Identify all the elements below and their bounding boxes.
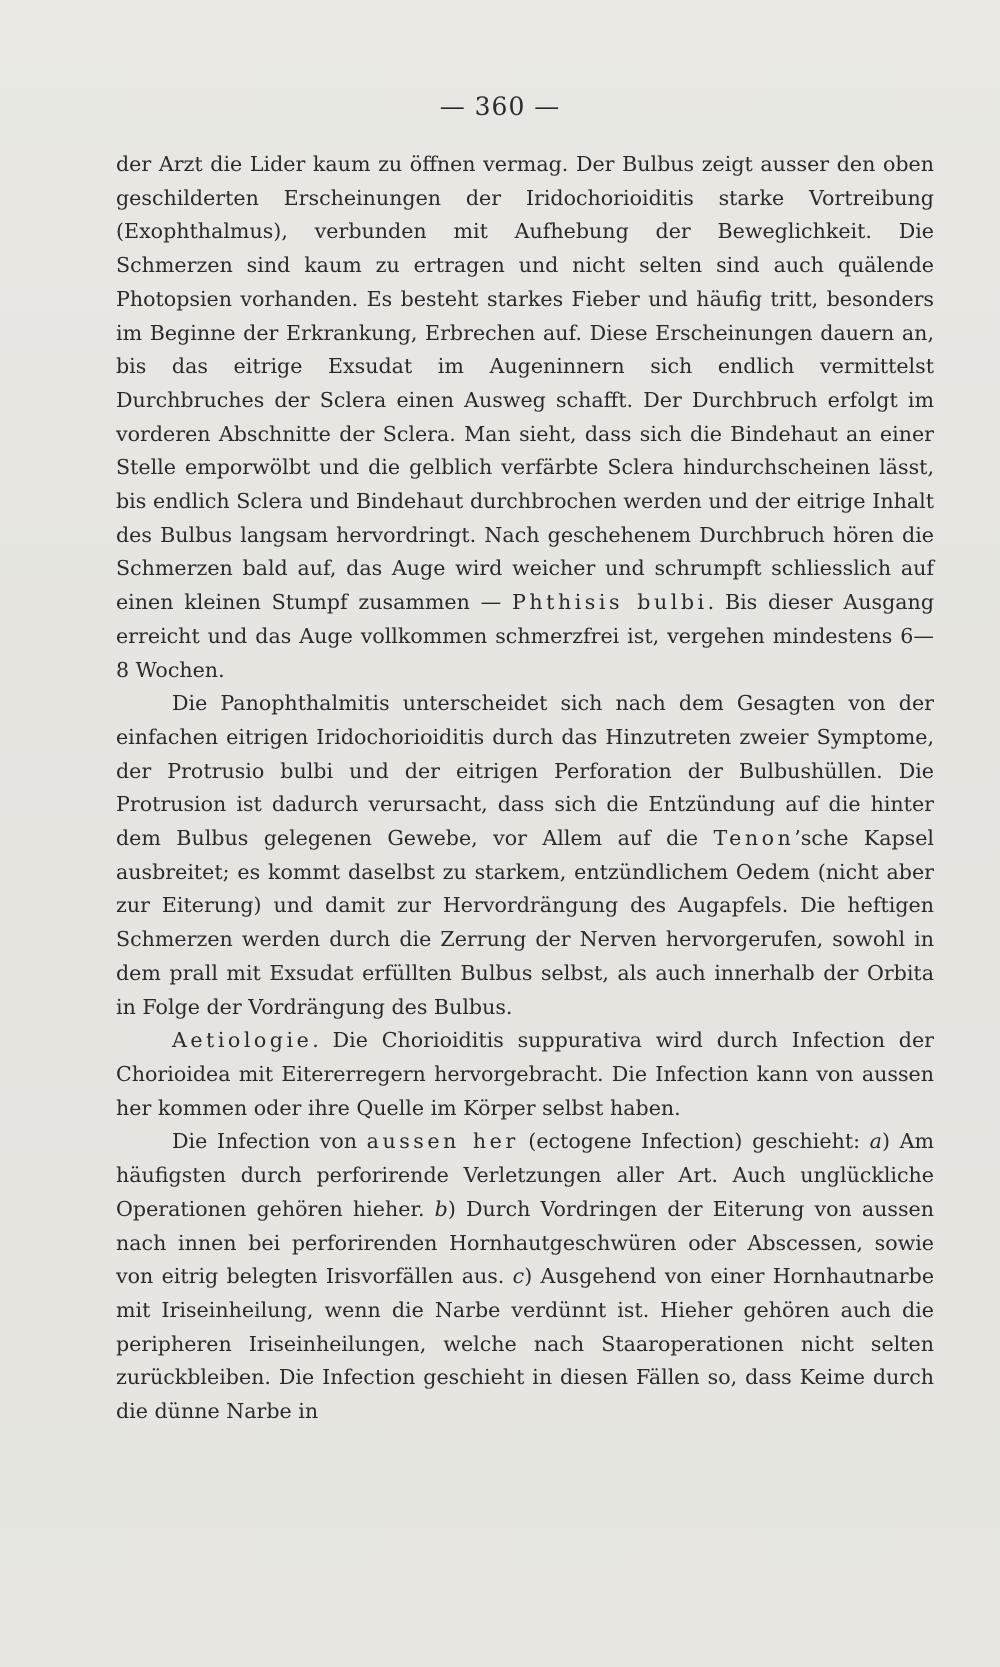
text-span: (ectogene Infection) geschieht: [518, 1129, 870, 1154]
page-number: — 360 — [439, 92, 561, 121]
text-span: ’sche Kapsel ausbreitet; es kommt daselbst zu starkem, entzündlichem Oedem (nicht aber zur Eiterung) und damit zur Hervordrängung des Augapfels. Die heftigen Schmerzen werden durch die Zerrung der Nerven hervorgerufen, sowohl in dem prall mit Exsudat erfüllten Bulbus selbst, als auch innerhalb der Orbita in Folge der Vordrängung des Bulbus. [116, 826, 934, 1019]
list-marker: b [434, 1196, 448, 1221]
list-marker: c [512, 1264, 525, 1289]
emphasized-term: Phthisis bulbi [512, 590, 708, 615]
body-text [116, 148, 934, 1429]
text-span: Die Panophthalmitis unterscheidet sich nach dem Gesagten von der einfachen eitrigen Iridochorioiditis durch das Hinzutreten zweier Symptome, der Protrusio bulbi und der eitrigen Perforation der Bulbushüllen. Die Protrusion ist dadurch verursacht, dass sich die Entzündung auf die hinter dem Bulbus gelegenen Gewebe, vor Allem auf die [116, 691, 934, 851]
text-span: ) Durch Vordringen der Eiterung von aussen nach innen bei perforirenden Hornhautgeschwüren oder Abscessen, sowie von eitrig belegten Irisvorfällen aus. [116, 1196, 934, 1289]
text-span: . Die Chorioiditis suppurativa wird durch Infection der Chorioidea mit Eitererregern hervorgebracht. Die Infection kann von aussen her kommen oder ihre Quelle im Körper selbst haben. [116, 1028, 934, 1120]
text-span: Die Infection von [172, 1129, 367, 1154]
paragraph-3 [116, 1024, 934, 1125]
text-span: ) Ausgehend von einer Hornhautnarbe mit Iriseinheilung, wenn die Narbe verdünnt ist. Hieher gehören auch die peripheren Iriseinheilungen, welche nach Staaroperationen nicht selten zurückbleiben. Die Infection geschieht in diesen Fällen so, dass Keime durch die dünne Narbe in [116, 1264, 935, 1424]
text-span: . Bis dieser Ausgang erreicht und das Auge vollkommen schmerzfrei ist, vergehen mindestens 6—8 Wochen. [116, 590, 935, 682]
paragraph-4 [116, 1125, 934, 1428]
list-marker: a [869, 1129, 882, 1154]
paragraph-1 [116, 148, 934, 687]
text-span: ) Am häufigsten durch perforirende Verletzungen aller Art. Auch unglückliche Operationen gehören hieher. [116, 1129, 934, 1221]
emphasized-name: Tenon [713, 826, 795, 851]
text-span: der Arzt die Lider kaum zu öffnen vermag. Der Bulbus zeigt ausser den oben geschilderten Erscheinungen der Iridochorioiditis starke Vortreibung (Exophthalmus), verbunden mit Aufhebung der Beweglichkeit. Die Schmerzen sind kaum zu ertragen und nicht selten sind auch quälende Photopsien vorhanden. Es besteht starkes Fieber und häufig tritt, besonders im Beginne der Erkrankung, Erbrechen auf. Diese Erscheinungen dauern an, bis das eitrige Exsudat im Augeninnern sich endlich vermittelst Durchbruches der Sclera einen Ausweg schafft. Der Durchbruch erfolgt im vorderen Abschnitte der Sclera. Man sieht, dass sich die Bindehaut an einer Stelle emporwölbt und die gelblich verfärbte Sclera hindurchscheinen lässt, bis endlich Sclera und Bindehaut durchbrochen werden und der eitrige Inhalt des Bulbus langsam hervordringt. Nach geschehenem Durchbruch hören die Schmerzen bald auf, das Auge wird weicher und schrumpft schliesslich auf einen kleinen Stumpf zusammen — [116, 152, 934, 615]
emphasized-term: aussen her [366, 1129, 519, 1154]
section-heading: Aetiologie [172, 1028, 313, 1053]
paragraph-2 [116, 687, 934, 1024]
